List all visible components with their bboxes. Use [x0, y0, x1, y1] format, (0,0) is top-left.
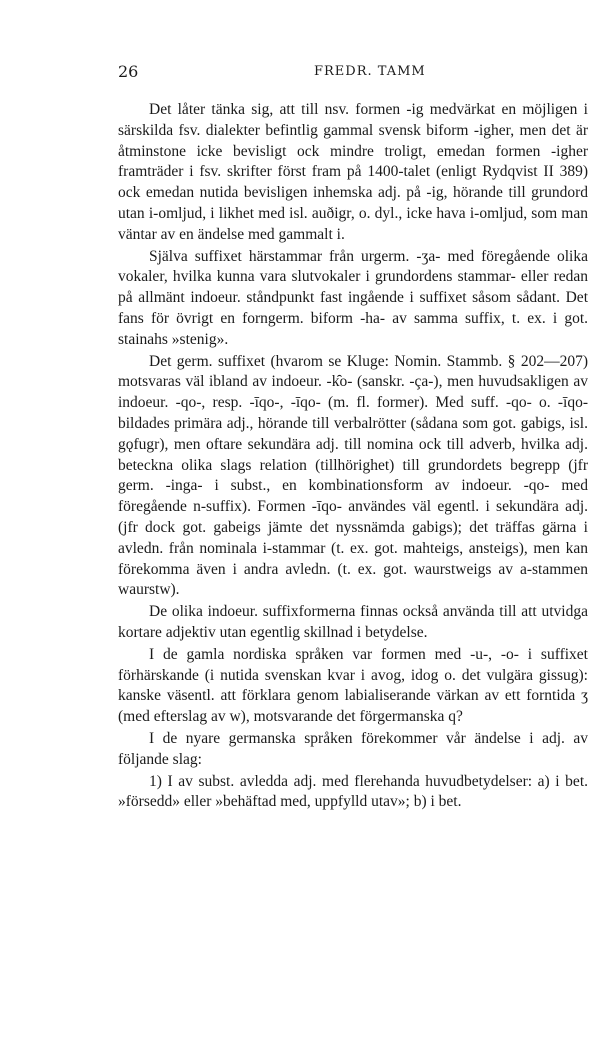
paragraph: Själva suffixet härstammar från urgerm. -ʒa- med föregående olika vokaler, hvilka kunna vara slutvokaler i grundordens stammar- eller redan på allmänt indoeur. ståndpunkt fast ingående i suffixet såsom sådant. Det fans för övrigt en forngerm. biform -ha- av samma suffix, t. ex. i got. stainahs »stenig».	[118, 247, 588, 348]
paragraph: I de nyare germanska språken förekommer vår ändelse i adj. av följande slag:	[118, 729, 588, 768]
paragraph: Det germ. suffixet (hvarom se Kluge: Nomin. Stammb. § 202—207) motsvaras väl ibland av indoeur. -k̑o- (sanskr. -ça-), men huvudsakligen av indoeur. -qo-, resp. -īqo-, -īqo- (m. fl. former). Med suff. -qo- o. -īqo- bildades primära adj., hörande till verbalrötter (sådana som got. gabigs, isl. gǫfugr), men oftare sekundära adj. till nomina ock till adverb, hvilka adj. beteckna olika slags relation (tillhörighet) till grundordets begrepp (jfr germ. -inga- i subst., en kombinationsform av indoeur. -qo- med föregående n-suffix). Formen -īqo- användes väl egentl. i sekundära adj. (jfr dock got. gabeigs jämte det nyssnämda gabigs); det träffas gärna i avledn. från nominala i-stammar (t. ex. got. mahteigs, ansteigs), men kan förekomma även i andra avledn. (t. ex. got. waurstweigs av a-stammen waurstw).	[118, 352, 588, 599]
paragraph: De olika indoeur. suffixformerna finnas också använda till att utvidga kortare adjektiv utan egentlig skillnad i betydelse.	[118, 603, 588, 641]
paragraph: Det låter tänka sig, att till nsv. formen -ig medvärkat en möjligen i särskilda fsv. dialekter befintlig gammal svensk biform -igher, men det är åtminstone icke bevisligt ock mindre troligt, emedan formen -igher framträder i fsv. skrifter först fram på 1400-talet (enligt Rydqvist II 389) ock emedan nutida bevisligen inhemska adj. på -ig, hörande till grundord utan i-omljud, i likhet med isl. auðigr, o. dyl., icke hava i-omljud, som man väntar av en ändelse med gammalt i.	[118, 101, 588, 243]
running-head: FREDR. TAMM	[314, 64, 426, 79]
paragraph: I de gamla nordiska språken var formen med -u-, -o- i suffixet förhärskande (i nutida svenskan kvar i avog, idog o. det vulgära gissug): kanske väsentl. att förklara genom labialiserande värkan av ett forntida ʒ (med efterslag av w), motsvarande det förgermanska q?	[118, 645, 588, 726]
body-text	[118, 100, 588, 813]
paragraph: 1) I av subst. avledda adj. med flerehanda huvudbetydelser: a) i bet. »försedd» eller »behäftad med, uppfylld utav»; b) i bet.	[118, 772, 588, 811]
page-number: 26	[118, 62, 139, 81]
page-header	[118, 56, 588, 90]
